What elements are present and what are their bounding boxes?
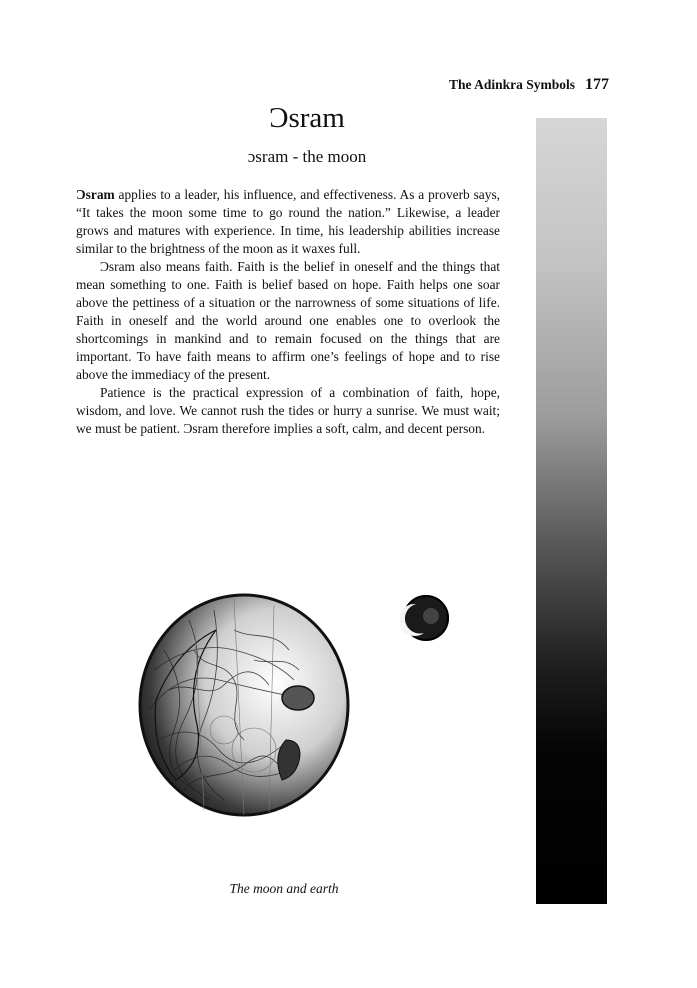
page-number: 177 [585,76,609,93]
paragraph-1 [76,186,500,258]
moon-illustration [400,592,452,644]
paragraph-3: Patience is the practical expression of a combination of faith, hope, wisdom, and love. We cannot rush the tides or hurry a sunrise. We must wait; we must be patient. Ɔsram therefore implies a soft, calm, and decent person. [76,385,500,436]
lead-term: Ɔsram [76,187,115,202]
paragraph-1-text: applies to a leader, his influence, and effectiveness. As a proverb says, “It takes the moon some time to go round the nation.” Likewise, a leader grows and matures with experience. In time, his leadership abilities increase similar to the brightness of the moon as it waxes full. [76,187,500,256]
paragraph-2: Ɔsram also means faith. Faith is the belief in oneself and the things that mean something to one. Faith is belief based on hope. Faith helps one soar above the pettiness of a situation or the narrowness of some situations of life. Faith in oneself and the world around one enables one to overlook the shortcomings in mankind and to remain focused on the things that are important. To have faith means to affirm one’s feelings of hope and to rise above the immediacy of the present. [76,259,500,382]
earth-sketch-illustration [134,590,354,820]
gradient-side-bar [536,118,607,904]
page-title: Ɔsram [269,102,345,134]
figure-caption: The moon and earth [229,881,339,896]
running-header [449,76,609,94]
book-title: The Adinkra Symbols [448,77,575,92]
page-subtitle: ɔsram - the moon [247,147,367,166]
body-text [76,186,500,438]
